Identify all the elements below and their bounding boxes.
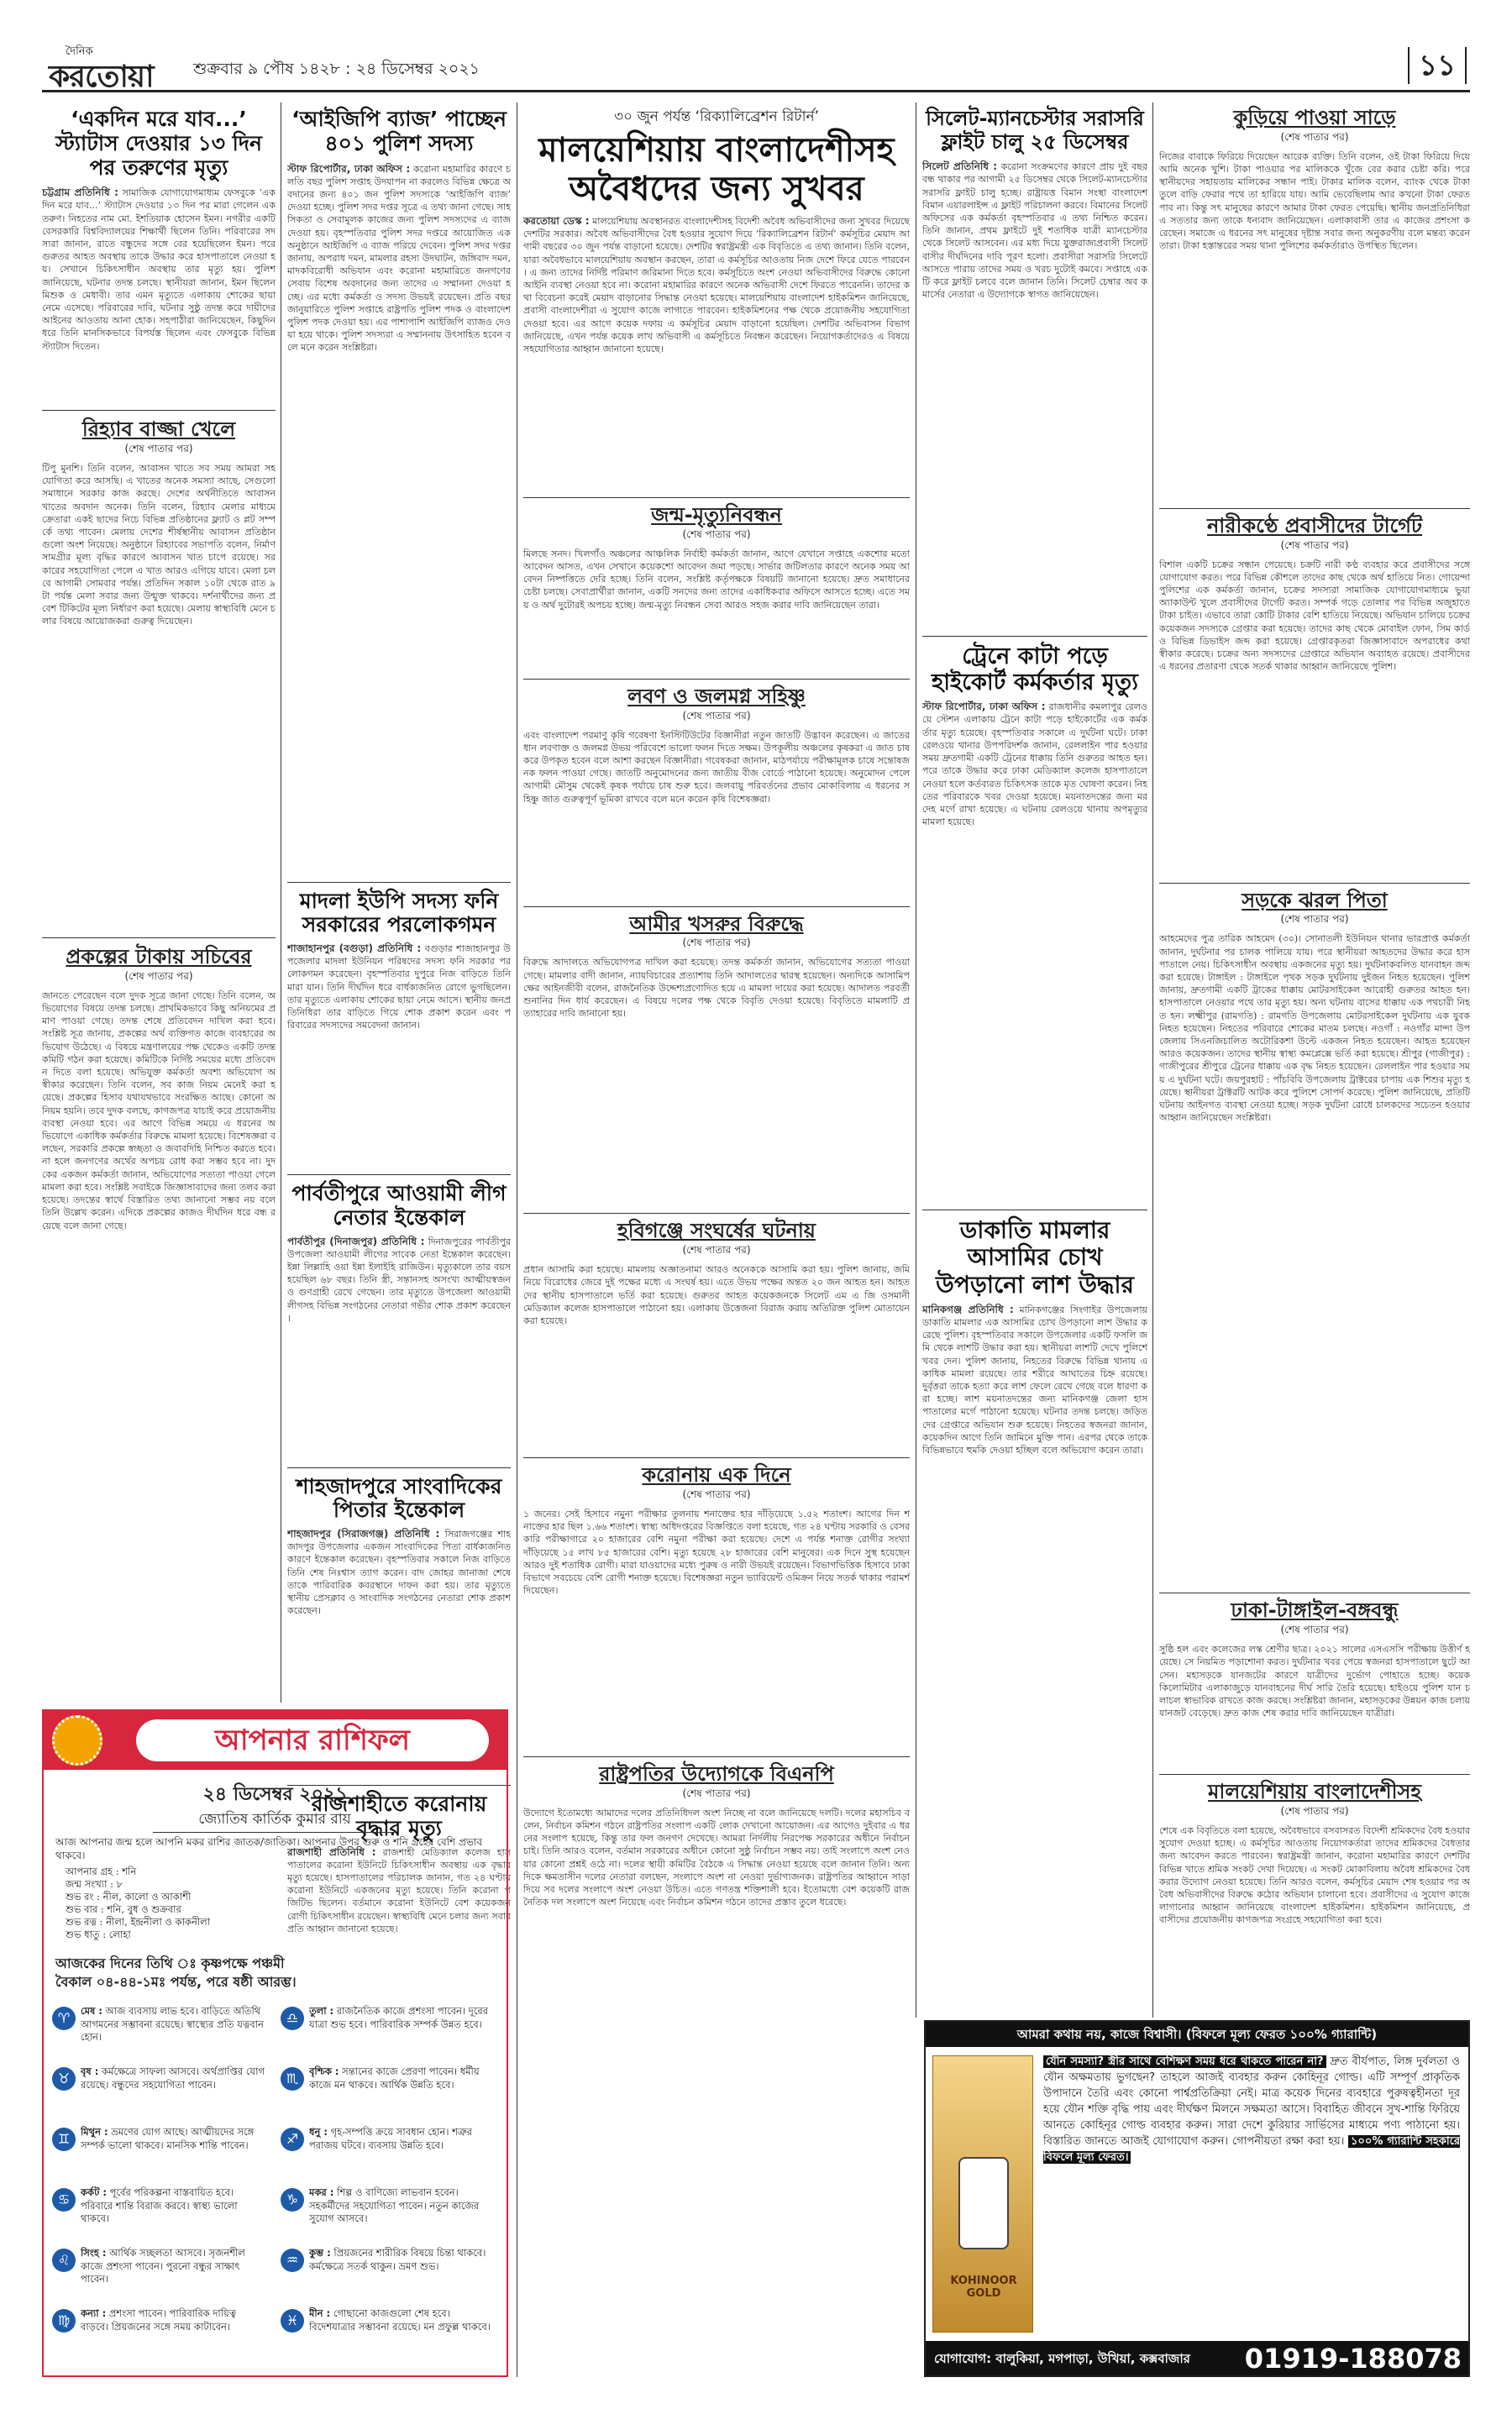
article-headline: শাহজাদপুরে সাংবাদিকের পিতার ইন্তেকাল bbox=[296, 1473, 502, 1523]
article-text: করোনা মহামারির কারণে চলতি বছর পুলিশ সপ্তাহ উদযাপন না করলেও বিভিন্ন ক্ষেত্রে অবদানের জন্য ৪০১ জন পুলিশ সদস্যকে ‘আইজিপি ব্যাজ’ দেওয়া হচ্ছে। পুলিশ সদর দপ্তর সূত্রে এ তথ্য জানা গেছে। সাহসিকতা ও সেবামূলক কাজের জন্য পুলিশ সদস্যদের এ ব্যাজ দেওয়া হয়। বৃহস্পতিবার পুলিশ সদর দপ্তরে আয়োজিত এক অনুষ্ঠানে আইজিপি এ ব্যাজ পরিয়ে দেবেন। পুলিশ সদর দপ্তর জানায়, অপরাধ দমন, মামলার রহস্য উদঘাটন, জঙ্গিবাদ দমন, মাদকবিরোধী অভিযান এবং করোনা মহামারিতে জনগণের সেবায় বিশেষ অবদানের জন্য তাদের এ সম্মাননা দেওয়া হচ্ছে। এর মধ্যে কর্মকর্তা ও সদস্য উভয়ই রয়েছেন। প্রতি বছর জানুয়ারিতে পুলিশ সপ্তাহে রাষ্ট্রপতি পুলিশ পদক ও বাংলাদেশ পুলিশ পদক দেওয়া হয়। এর পাশাপাশি আইজিপি ব্যাজও দেওয়া হয়ে থাকে। পুলিশ সদস্যরা এ সম্মাননায় উৎসাহিত হবেন বলে মনে করেন সংশ্লিষ্টরা। bbox=[287, 163, 511, 354]
separator bbox=[523, 1756, 910, 1757]
article-headline: জন্ম-মৃত্যুনিবন্ধন bbox=[651, 503, 782, 527]
separator bbox=[42, 937, 276, 938]
column-divider bbox=[1152, 102, 1153, 2018]
ad-guarantee: ১০০% গ্যারান্টি সহকারে বিফলে মূল্য ফেরত। bbox=[1043, 2135, 1460, 2164]
sign-text: গোছানো কাজগুলো শেষ হবে। বিদেশযাত্রার সম্ভাবনা রয়েছে। মন প্রফুল্ল থাকবে। bbox=[309, 2307, 491, 2333]
article-headline: সড়কে ঝরল পিতা bbox=[1242, 888, 1388, 912]
attribute-row: শুভ বার : শনি, বুধ ও শুক্রবার bbox=[66, 1903, 181, 1915]
article-text: বিরুদ্ধে আদালতে অভিযোগপত্র দাখিল করা হয়েছে। তদন্ত কর্মকর্তা জানান, অভিযোগের সত্যতা পাওয়া গেছে। মামলার বাদী জানান, ন্যায়বিচারের প্রত্যাশায় তিনি আদালতের দ্বারস্থ হয়েছেন। অন্যদিকে আসামিপক্ষের আইনজীবী বলেন, রাজনৈতিক উদ্দেশ্যপ্রণোদিত হয়ে এ মামলা দায়ের করা হয়েছে। আদালত পরবর্তী শুনানির দিন ধার্য করেছেন। এ বিষয়ে দলের পক্ষ থেকে বিবৃতি দেওয়া হয়েছে। বিবৃতিতে মামলাটি প্রত্যাহারের দাবি জানানো হয়। bbox=[523, 957, 910, 1020]
sign-name: মীন : bbox=[309, 2307, 331, 2319]
sign-name: কর্কট : bbox=[81, 2186, 107, 2198]
article-headline: রিহ্যাব বাজ্জা খেলে bbox=[81, 417, 236, 442]
separator bbox=[523, 1457, 910, 1458]
sign-entry bbox=[281, 2065, 499, 2129]
lead-kicker: ৩০ জুন পর্যন্ত ‘রিক্যালিব্রেশন রিটার্ন’ bbox=[613, 108, 820, 125]
continued-label: (শেষ পাতার পর) bbox=[682, 1488, 751, 1500]
gemini-icon: ♊ bbox=[52, 2128, 76, 2151]
sign-entry bbox=[52, 2307, 270, 2371]
article-headline: ডাকাতি মামলার আসামির চোখ উপড়ানো লাশ উদ্ধার bbox=[936, 1216, 1134, 1299]
taurus-icon: ♉ bbox=[52, 2067, 76, 2091]
scorpio-icon: ♏ bbox=[281, 2067, 304, 2091]
sign-entry bbox=[52, 2126, 270, 2190]
article-headline: আমীর খসরুর বিরুদ্ধে bbox=[629, 911, 804, 936]
leo-icon: ♌ bbox=[52, 2249, 76, 2272]
separator bbox=[1159, 508, 1470, 509]
separator bbox=[523, 679, 910, 680]
tithi-info bbox=[55, 1955, 492, 1992]
article-headline: নারীকণ্ঠে প্রবাসীদের টার্গেট bbox=[1206, 513, 1423, 538]
article-text: প্রধান আসামি করা হয়েছে। মামলায় অজ্ঞাতনামা আরও অনেককে আসামি করা হয়। পুলিশ জানায়, জমি নিয়ে বিরোধের জেরে দুই পক্ষের মধ্যে এ সংঘর্ষ হয়। এতে উভয় পক্ষের অন্তত ২০ জন আহত হন। আহতদের স্থানীয় হাসপাতালে ভর্তি করা হয়েছে। গুরুতর আহত কয়েকজনকে সিলেট এম এ জি ওসমানী মেডিক্যাল কলেজ হাসপাতালে পাঠানো হয়। এলাকায় উত্তেজনা বিরাজ করায় অতিরিক্ত পুলিশ মোতায়েন করা হয়েছে। bbox=[523, 1264, 910, 1326]
article-headline: ট্রেনে কাটা পড়ে হাইকোর্ট কর্মকর্তার মৃত্যু bbox=[932, 643, 1138, 696]
article-text: মিলছে সনদ। খিলগাঁও অঞ্চলের আঞ্চলিক নির্বাহী কর্মকর্তা জানান, আগে যেখানে সপ্তাহে একশোর মতো আবেদন আসত, এখন সেখানে কয়েকশো আবেদন জমা পড়ছে। সার্ভার জটিলতার কারণে অনেক সময় আবেদন নিষ্পত্তিতে দেরি হচ্ছে। তিনি বলেন, সংশ্লিষ্ট কর্তৃপক্ষকে বিষয়টি জানানো হয়েছে। দ্রুত সমাধানের চেষ্টা চলছে। সেবাপ্রার্থীরা জানান, একটি সনদের জন্য তাদের একাধিকবার অফিসে আসতে হচ্ছে। এতে সময় ও অর্থ দুটোরই অপচয় হচ্ছে। জন্ম-মৃত্যু নিবন্ধন সেবা আরও সহজ করার দাবি জানিয়েছেন তারা। bbox=[523, 548, 910, 611]
article-text: বিশাল একটি চক্রের সন্ধান পেয়েছে। চক্রটি নারী কণ্ঠ ব্যবহার করে প্রবাসীদের সঙ্গে যোগাযোগ করত। পরে বিভিন্ন কৌশলে তাদের কাছ থেকে অর্থ হাতিয়ে নিত। গোয়েন্দা পুলিশের এক কর্মকর্তা জানান, চক্রের সদস্যরা সামাজিক যোগাযোগমাধ্যমে ভুয়া অ্যাকাউন্ট খুলে প্রবাসীদের টার্গেট করত। সম্পর্ক গড়ে তোলার পর বিভিন্ন অজুহাতে টাকা চাইত। এভাবে তারা কোটি টাকার বেশি হাতিয়ে নিয়েছে। অভিযান চালিয়ে চক্রের কয়েকজন সদস্যকে গ্রেপ্তার করা হয়েছে। তাদের কাছ থেকে মোবাইল ফোন, সিম কার্ড ও বিভিন্ন ডিভাইস জব্দ করা হয়েছে। গ্রেপ্তারকৃতরা জিজ্ঞাসাবাদে অপরাধের কথা স্বীকার করেছে। চক্রের অন্য সদস্যদের গ্রেপ্তারে অভিযান অব্যাহত রয়েছে। প্রবাসীদের এ ধরনের প্রতারণা থেকে সতর্ক থাকার আহ্বান জানিয়েছে পুলিশ। bbox=[1159, 559, 1470, 673]
horoscope-box bbox=[42, 1709, 508, 2377]
article-text: দিনাজপুরের পার্বতীপুর উপজেলা আওয়ামী লীগের সাবেক নেতা ইন্তেকাল করেছেন। ইন্না লিল্লাহি ওয়া ইন্না ইলাইহি রাজিউন। মৃত্যুকালে তার বয়স হয়েছিল ৬৮ বছর। তিনি স্ত্রী, সন্তানসহ অসংখ্য আত্মীয়স্বজন ও গুণগ্রাহী রেখে গেছেন। তার মৃত্যুতে উপজেলা আওয়ামী লীগসহ বিভিন্ন সংগঠনের নেতারা গভীর শোক প্রকাশ করেছেন। bbox=[287, 1236, 511, 1324]
sign-entry bbox=[281, 2186, 499, 2250]
article-byline: শাজাহানপুর (বগুড়া) প্রতিনিধি : bbox=[287, 942, 422, 954]
sign-name: মকর : bbox=[309, 2186, 334, 2198]
sign-entry bbox=[281, 2247, 499, 2311]
aries-icon: ♈ bbox=[52, 2007, 76, 2030]
product-image bbox=[932, 2055, 1033, 2333]
article-headline: সিলেট-ম্যানচেস্টার সরাসরি ফ্লাইট চালু ২৫ ডিসেম্বর bbox=[926, 107, 1144, 154]
sign-entry bbox=[52, 2065, 270, 2129]
article-byline: চট্টগ্রাম প্রতিনিধি : bbox=[42, 186, 118, 199]
continued-label: (শেষ পাতার পর) bbox=[1280, 1624, 1349, 1636]
sign-text: শিল্প ও বাণিজ্যে লাভবান হবেন। সহকর্মীদের সহযোগিতা পাবেন। নতুন কাজের সুযোগ আসবে। bbox=[309, 2186, 480, 2224]
article-body bbox=[287, 942, 511, 1169]
article-text: রাজধানীর কমলাপুর রেলওয়ে স্টেশন এলাকায় ট্রেনে কাটা পড়ে হাইকোর্টের এক কর্মকর্তার মৃত্যু হয়েছে। বৃহস্পতিবার সকালে এ দুর্ঘটনা ঘটে। ঢাকা রেলওয়ে থানার উপপরিদর্শক জানান, রেললাইন পার হওয়ার সময় দ্রুতগামী একটি ট্রেনের ধাক্কায় তিনি গুরুতর আহত হন। পরে তাকে উদ্ধার করে ঢাকা মেডিক্যাল কলেজ হাসপাতালে নেওয়া হলে কর্তব্যরত চিকিৎসক তাকে মৃত ঘোষণা করেন। নিহতের পরিবারকে খবর দেওয়া হয়েছে। ময়নাতদন্তের জন্য মরদেহ মর্গে রাখা হয়েছে। এ ঘটনায় রেলওয়ে থানায় অপমৃত্যুর মামলা হয়েছে। bbox=[922, 701, 1147, 828]
article-text: সিরাজগঞ্জের শাহজাদপুর উপজেলার একজন সাংবাদিকের পিতা বার্ধক্যজনিত কারণে ইন্তেকাল করেছেন। বৃহস্পতিবার সকালে নিজ বাড়িতে তিনি শেষ নিঃশ্বাস ত্যাগ করেন। বাদ জোহর জানাজা শেষে তাকে পারিবারিক কবরস্থানে দাফন করা হয়। তার মৃত্যুতে স্থানীয় প্রেসক্লাব ও সাংবাদিক সংগঠনের নেতারা শোক প্রকাশ করেছেন। bbox=[287, 1529, 511, 1617]
sign-text: কর্মক্ষেত্রে সাফল্য আসবে। অর্থপ্রাপ্তির যোগ রয়েছে। বন্ধুদের সহযোগিতা পাবেন। bbox=[81, 2065, 265, 2091]
pisces-icon: ♓ bbox=[281, 2309, 304, 2333]
article-body bbox=[922, 701, 1147, 1205]
column-5 bbox=[1159, 106, 1470, 2013]
continued-label: (শেষ পাতার পর) bbox=[682, 1244, 751, 1257]
continued-label: (শেষ পাতার পর) bbox=[682, 1787, 751, 1799]
article-text: নিজের বাবাকে ফিরিয়ে দিয়েছেন আরেক ব্যক্তি। তিনি বলেন, ওই টাকা ফিরিয়ে দিয়ে আমি অনেক খুশি। টাকা পাওয়ার পর মালিককে খুঁজে বের করার চেষ্টা করি। পরে স্থানীয়দের সহায়তায় মালিকের সন্ধান পাই। টাকার মালিক বলেন, ব্যাংক থেকে টাকা তুলে বাড়ি ফেরার পথে তা হারিয়ে যায়। আমি ভেবেছিলাম আর কখনো টাকা ফেরত পাব না। কিন্তু সৎ মানুষের কারণে আমার টাকা ফেরত পেয়েছি। স্থানীয় জনপ্রতিনিধিরা এ সততার জন্য তাকে ধন্যবাদ জানিয়েছেন। এলাকাবাসী তার এ কাজের প্রশংসা করেছেন। সমাজে এ ধরনের সৎ মানুষের দৃষ্টান্ত সবার জন্য অনুকরণীয় বলে মন্তব্য করেন তারা। টাকা হস্তান্তরের সময় থানা পুলিশের কর্মকর্তারাও উপস্থিত ছিলেন। bbox=[1159, 150, 1470, 252]
lead-headline: মালয়েশিয়ায় বাংলাদেশীসহ অবৈধদের জন্য সুখবর bbox=[538, 131, 895, 208]
article-byline: স্টাফ রিপোর্টার, ঢাকা অফিস : bbox=[287, 162, 411, 175]
advertisement bbox=[924, 2020, 1470, 2377]
article-body bbox=[922, 160, 1147, 631]
article-text: ১ জনের। সেই হিসাবে নমুনা পরীক্ষার তুলনায় শনাক্তের হার দাঁড়িয়েছে ১.৫২ শতাংশ। আগের দিন শনাক্তের হার ছিল ১.৬৬ শতাংশ। স্বাস্থ্য অধিদপ্তরের বিজ্ঞপ্তিতে বলা হয়েছে, গত ২৪ ঘণ্টায় সরকারি ও বেসরকারি পরীক্ষাগারে ২০ হাজারের বেশি নমুনা পরীক্ষা করা হয়েছে। দেশে এ পর্যন্ত শনাক্ত রোগীর সংখ্যা দাঁড়িয়েছে ১৫ লাখ ৮৫ হাজারের বেশি। মৃত্যু হয়েছে ২৮ হাজারের বেশি মানুষের। এক দিনে সুস্থ হয়েছেন আরও দুই শতাধিক রোগী। মারা যাওয়াদের মধ্যে পুরুষ ও নারী উভয়ই রয়েছেন। বিভাগভিত্তিক হিসাবে ঢাকা বিভাগে সবচেয়ে বেশি রোগী শনাক্ত হয়েছে। বিশেষজ্ঞরা নতুন ভ্যারিয়েন্ট ওমিক্রন নিয়ে সতর্ক থাকার পরামর্শ দিয়েছেন। bbox=[523, 1508, 910, 1597]
center-column bbox=[523, 106, 910, 2374]
article-byline: করতোয়া ডেস্ক : bbox=[523, 215, 590, 227]
sign-text: গৃহ-সম্পত্তি ক্রয়ে সাবধান হোন। শত্রুর পরাজয় ঘটবে। ব্যবসায় উন্নতি হবে। bbox=[309, 2126, 473, 2151]
ad-phone[interactable]: 01919-188078 bbox=[1244, 2343, 1462, 2375]
article-body bbox=[922, 1304, 1147, 1925]
continued-label: (শেষ পাতার পর) bbox=[682, 709, 751, 722]
sign-text: পূর্বের পরিকল্পনা বাস্তবায়িত হবে। পরিবারে শান্তি বিরাজ করবে। স্বাস্থ্য ভালো থাকবে। bbox=[81, 2186, 238, 2224]
horoscope-author: জ্যোতিষ কার্তিক কুমার রায় bbox=[153, 1808, 396, 1833]
bottle-icon bbox=[958, 2157, 1009, 2249]
sign-entry bbox=[281, 2005, 499, 2069]
article-body bbox=[42, 186, 276, 405]
sagittarius-icon: ♐ bbox=[281, 2128, 304, 2151]
aquarius-icon: ♒ bbox=[281, 2249, 304, 2272]
ad-copy bbox=[1043, 2054, 1460, 2339]
article-byline: পার্বতীপুর (দিনাজপুর) প্রতিনিধি : bbox=[287, 1235, 425, 1247]
tithi-line: আজকের দিনের তিথি ঃ কৃষ্ণপক্ষে পঞ্চমী bbox=[55, 1955, 285, 1971]
article-headline: মাদলা ইউপি সদস্য ফনি সরকারের পরলোকগমন bbox=[299, 888, 499, 937]
attribute-row: শুভ ধাতু : লোহা bbox=[66, 1929, 131, 1940]
article-text: মানিকগঞ্জের সিংগাইর উপজেলায় ডাকাতি মামলার এক আসামির চোখ উপড়ানো লাশ উদ্ধার করেছে পুলিশ। বৃহস্পতিবার সকালে উপজেলার একটি ফসলি জমি থেকে লাশটি উদ্ধার করা হয়। স্থানীয়রা লাশটি দেখে পুলিশে খবর দেন। পুলিশ জানায়, নিহতের বিরুদ্ধে বিভিন্ন থানায় একাধিক মামলা রয়েছে। তার শরীরে আঘাতের চিহ্ন রয়েছে। দুর্বৃত্তরা তাকে হত্যা করে লাশ ফেলে রেখে গেছে বলে ধারণা করা হচ্ছে। লাশ ময়নাতদন্তের জন্য মানিকগঞ্জ জেলা হাসপাতালের মর্গে পাঠানো হয়েছে। ঘটনার তদন্ত চলছে। জড়িতদের গ্রেপ্তারে অভিযান শুরু হয়েছে। নিহতের স্বজনরা জানান, কয়েকদিন আগে তিনি জামিনে মুক্তি পান। এরপর থেকে তাকে বিভিন্নভাবে হুমকি দেওয়া হচ্ছিল বলে অভিযোগ করেন তারা। bbox=[922, 1304, 1147, 1456]
separator bbox=[287, 1174, 511, 1175]
sign-text: ভ্রমণের যোগ আছে। আত্মীয়দের সঙ্গে সম্পর্ক ভালো থাকবে। মানসিক শান্তি পাবেন। bbox=[81, 2126, 255, 2151]
article-text: রাজশাহী মেডিক্যাল কলেজ হাসপাতালের করোনা ইউনিটে চিকিৎসাধীন অবস্থায় এক বৃদ্ধার মৃত্যু হয়েছে। হাসপাতালের পরিচালক জানান, গত ২৪ ঘণ্টায় করোনা ইউনিটে একজনের মৃত্যু হয়েছে। তিনি করোনা পজিটিভ ছিলেন। বর্তমানে করোনা ইউনিটে বেশ কয়েকজন রোগী চিকিৎসাধীন রয়েছেন। স্বাস্থ্যবিধি মেনে চলার জন্য সবার প্রতি আহ্বান জানানো হয়েছে। bbox=[287, 1846, 511, 1934]
separator bbox=[42, 410, 276, 411]
article-text: টিপু মুনশি। তিনি বলেন, আবাসন খাতে সব সময় আমরা সহযোগিতা করে আসছি। এ খাতের অনেক সমস্যা আছে, সেগুলো সমাধানে সরকার কাজ করছে। দেশের অর্থনীতিতে আবাসন খাতের অবদান অনেক। তিনি বলেন, রিহ্যাব মেলার মাধ্যমে ক্রেতারা একই ছাদের নিচে বিভিন্ন প্রতিষ্ঠানের ফ্ল্যাট ও প্লট সম্পর্কে তথ্য পাবেন। মেলায় দেশের শীর্ষস্থানীয় আবাসন প্রতিষ্ঠানগুলো অংশ নিয়েছে। অনুষ্ঠানে রিহ্যাবের সভাপতি বলেন, নির্মাণসামগ্রীর মূল্য বৃদ্ধির কারণে আবাসন খাত চাপে রয়েছে। সরকারের সহযোগিতা পেলে এ খাত আরও এগিয়ে যাবে। মেলা চলবে আগামী সোমবার পর্যন্ত। প্রতিদিন সকাল ১০টা থেকে রাত ৯টা পর্যন্ত মেলা সবার জন্য উন্মুক্ত থাকবে। দর্শনার্থীদের জন্য প্রবেশ টিকিটের মূল্য নির্ধারণ করা হয়েছে। মেলায় স্বাস্থ্যবিধি মেনে চলার বিষয়ে আয়োজকরা গুরুত্ব দিয়েছেন। bbox=[42, 463, 276, 627]
attribute-row: শুভ রং : নীল, কালো ও আকাশী bbox=[66, 1891, 192, 1903]
continued-label: (শেষ পাতার পর) bbox=[1280, 1804, 1349, 1817]
article-headline: লবণ ও জলমগ্ন সহিষ্ণু bbox=[627, 684, 806, 708]
ad-body: দ্রুত বীর্যপাত, লিঙ্গ দুর্বলতা ও যৌন অক্ষমতায় ভুগছেন? তাহলে আজই ব্যবহার করুন কোহিনূর গোল্ড। এটি সম্পূর্ণ প্রাকৃতিক উপাদানে তৈরি এবং কোনো পার্শ্বপ্রতিক্রিয়া নেই। মাত্র কয়েক দিনের ব্যবহারে পুরুষত্বহীনতা দূর হয়ে যৌন শক্তি বৃদ্ধি পায় এবং দীর্ঘক্ষণ মিলনে সক্ষমতা আসে। বিবাহিত জীবনে সুখ-শান্তি ফিরিয়ে আনতে কোহিনূর গোল্ড ব্যবহার করুন। সারা দেশে কুরিয়ার সার্ভিসের মাধ্যমে পণ্য পাঠানো হয়। বিস্তারিত জানতে আজই যোগাযোগ করুন। গোপনীয়তা রক্ষা করা হয়। bbox=[1043, 2055, 1460, 2148]
sign-entry bbox=[52, 2186, 270, 2250]
separator bbox=[523, 497, 910, 498]
continued-label: (শেষ পাতার পর) bbox=[682, 937, 751, 949]
article-body bbox=[287, 163, 511, 877]
sign-name: কুম্ভ : bbox=[309, 2247, 331, 2259]
product-name: KOHINOOR GOLD bbox=[950, 2275, 1017, 2300]
sign-name: মিথুন : bbox=[81, 2126, 108, 2138]
article-byline: স্টাফ রিপোর্টার, ঢাকা অফিস : bbox=[922, 701, 1046, 713]
continued-label: (শেষ পাতার পর) bbox=[124, 443, 193, 455]
sign-text: প্রিয়জনের শারীরিক বিষয়ে চিন্তা থাকবে। কর্মক্ষেত্রে সতর্ক থাকুন। ভ্রমণ শুভ। bbox=[309, 2247, 486, 2272]
masthead bbox=[42, 42, 1470, 92]
paper-logo bbox=[49, 44, 158, 94]
attribute-row: শুভ রত্ন : নীলা, ইন্দ্রনীলা ও কাকনীলা bbox=[66, 1916, 211, 1928]
paper-logo-name: করতোয়া bbox=[49, 60, 154, 94]
article-text: এবং বাংলাদেশ পরমাণু কৃষি গবেষণা ইনস্টিটিউটের বিজ্ঞানীরা নতুন জাতটি উদ্ভাবন করেছেন। এ জাতের ধান লবণাক্ত ও জলমগ্ন উভয় পরিবেশে ভালো ফলন দিতে সক্ষম। উপকূলীয় অঞ্চলের কৃষকরা এ জাত চাষ করে উপকৃত হবেন বলে আশা করছেন বিজ্ঞানীরা। গবেষকরা জানান, মাঠপর্যায়ে পরীক্ষামূলক চাষে সন্তোষজনক ফলন পাওয়া গেছে। জাতটি অনুমোদনের জন্য জাতীয় বীজ বোর্ডে পাঠানো হয়েছে। অনুমোদন পেলে আগামী মৌসুম থেকেই কৃষক পর্যায়ে চাষ শুরু হবে। জলবায়ু পরিবর্তনের প্রভাব মোকাবিলায় এ ধরনের সহিষ্ণু জাত গুরুত্বপূর্ণ ভূমিকা রাখবে বলে মনে করেন কৃষি বিশেষজ্ঞরা। bbox=[523, 729, 910, 805]
sign-text: প্রশংসা পাবেন। পারিবারিক দায়িত্ব বাড়বে। প্রিয়জনের সঙ্গে সময় কাটাবেন। bbox=[81, 2307, 236, 2333]
article-headline: রাষ্ট্রপতির উদ্যোগকে বিএনপি bbox=[599, 1761, 834, 1786]
newspaper-page bbox=[42, 42, 1470, 2377]
article-text: করোনা সংক্রমণের কারণে প্রায় দুই বছর বন্ধ থাকার পর আগামী ২৫ ডিসেম্বর থেকে সিলেট-ম্যানচেস্টার সরাসরি ফ্লাইট চালু হচ্ছে। রাষ্ট্রায়ত্ত বিমান সংস্থা বাংলাদেশ বিমান এয়ারলাইন্স এ ফ্লাইট পরিচালনা করবে। বিমানের সিলেট অফিসের এক কর্মকর্তা বৃহস্পতিবার এ তথ্য নিশ্চিত করেন। তিনি জানান, প্রথম ফ্লাইটে দুই শতাধিক যাত্রী ম্যানচেস্টার থেকে সিলেট আসবেন। এর মধ্য দিয়ে যুক্তরাজ্যপ্রবাসী সিলেটবাসীর দীর্ঘদিনের দাবি পূরণ হলো। প্রবাসীরা সরাসরি সিলেটে আসতে পারায় তাদের সময় ও খরচ দুটোই কমবে। সপ্তাহে একটি করে ফ্লাইট চলবে বলে জানান তিনি। সিলেট চেম্বার অব কমার্সের নেতারা এ উদ্যোগকে স্বাগত জানিয়েছেন। bbox=[922, 161, 1147, 301]
capricorn-icon: ♑ bbox=[281, 2188, 304, 2212]
separator bbox=[287, 1467, 511, 1468]
lead-body bbox=[523, 215, 910, 492]
continued-label: (শেষ পাতার পর) bbox=[1280, 538, 1349, 551]
cancer-icon: ♋ bbox=[52, 2188, 76, 2212]
horoscope-intro: আজ আপনার জন্ম হলে আপনি মকর রাশির জাতক/জাতিকা। আপনার উপর গুরু ও শনি গ্রহের বেশি প্রভাব থাকবে। bbox=[55, 1836, 483, 1861]
sign-name: ধনু : bbox=[309, 2126, 328, 2138]
continued-label: (শেষ পাতার পর) bbox=[1280, 913, 1349, 926]
article-headline: করোনায় এক দিনে bbox=[642, 1463, 791, 1488]
article-headline: হবিগঞ্জে সংঘর্ষের ঘটনায় bbox=[617, 1219, 816, 1243]
page-number: ১১ bbox=[1408, 47, 1467, 84]
article-text: উদ্যোগে ইতোমধ্যে আমাদের দলের প্রতিনিধিদল অংশ নিচ্ছে না বলে জানিয়েছে দলটি। দলের মহাসচিব বলেন, নির্বাচন কমিশন গঠনে রাষ্ট্রপতির সংলাপ একটি লোক দেখানো আয়োজন। এর আগেও দুইবার এ ধরনের সংলাপ হয়েছে, কিন্তু তার ফল জনগণ দেখেছে। আমরা নির্দলীয় নিরপেক্ষ সরকারের অধীনে নির্বাচন চাই। তিনি আরও বলেন, বর্তমান সরকারের অধীনে কোনো সুষ্ঠু নির্বাচন সম্ভব নয়। তাই সংলাপে অংশ নেওয়ার কোনো প্রশ্নই ওঠে না। দলের স্থায়ী কমিটির বৈঠকে এ সিদ্ধান্ত নেওয়া হয়েছে বলে জানান তিনি। অন্যদিকে ক্ষমতাসীন দলের নেতারা বলছেন, সংলাপে অংশ না নেওয়া দুর্ভাগ্যজনক। রাষ্ট্রপতির আহ্বানে সাড়া দিয়ে সব দলের সংলাপে অংশ নেওয়া উচিত। এতে গণতন্ত্র শক্তিশালী হবে। ইতোমধ্যে বেশ কয়েকটি রাজনৈতিক দল সংলাপে অংশ নিয়েছে এবং নির্বাচন কমিশন গঠনে তাদের প্রস্তাব তুলে ধরেছে। bbox=[523, 1807, 910, 1908]
continued-label: (শেষ পাতার পর) bbox=[1280, 130, 1349, 143]
article-headline: প্রকল্পের টাকায় সচিবের bbox=[66, 945, 252, 969]
article-byline: সিলেট প্রতিনিধি : bbox=[922, 160, 998, 173]
article-body bbox=[287, 1236, 511, 1462]
article-byline: শাহজাদপুর (সিরাজগঞ্জ) প্রতিনিধি : bbox=[287, 1528, 440, 1540]
ad-contact-bar bbox=[926, 2341, 1468, 2375]
article-text: আহমেদের পুত্র তারিক আহমেদ (৩০)। সোনাতলী ইউনিয়ন থানার ভারপ্রাপ্ত কর্মকর্তা জানান, দুর্ঘটনার পর চালক পালিয়ে যায়। পরে স্থানীয়রা আহতদের উদ্ধার করে হাসপাতালে নেয়। চিকিৎসাধীন অবস্থায় একজনের মৃত্যু হয়। দুর্ঘটনাকবলিত যানবাহন জব্দ করা হয়েছে। টাঙ্গাইল : টাঙ্গাইলে পৃথক সড়ক দুর্ঘটনায় দুইজন নিহত হয়েছেন। পুলিশ জানায়, দ্রুতগামী একটি ট্রাকের ধাক্কায় মোটরসাইকেল আরোহী গুরুতর আহত হন। হাসপাতালে নেওয়ার পথে তার মৃত্যু হয়। অন্য ঘটনায় বাসের ধাক্কায় এক পথচারী নিহত হন। লক্ষ্মীপুর (রামগতি) : রামগতি উপজেলায় মোটরসাইকেল দুর্ঘটনায় এক যুবক নিহত হয়েছেন। নিহতের পরিবারে শোকের মাতম চলছে। নওগাঁ : নওগাঁর মান্দা উপজেলায় সিএনজিচালিত অটোরিকশা উল্টে একজন নিহত হয়েছেন। আহত হয়েছেন আরও কয়েকজন। তাদের স্থানীয় স্বাস্থ্য কমপ্লেক্সে ভর্তি করা হয়েছে। শ্রীপুর (গাজীপুর) : গাজীপুরের শ্রীপুরে ট্রেনের ধাক্কায় এক বৃদ্ধ নিহত হয়েছেন। রেললাইন পার হওয়ার সময় এ দুর্ঘটনা ঘটে। জয়পুরহাট : পাঁচবিবি উপজেলায় ট্রাক্টরের চাপায় এক শিশুর মৃত্যু হয়েছে। স্থানীয়রা ট্রাক্টরটি আটক করে পুলিশে সোপর্দ করেছে। পুলিশ জানিয়েছে, প্রতিটি ঘটনায় আইনগত ব্যবস্থা নেওয়া হচ্ছে। সড়ক দুর্ঘটনা রোধে চালকদের সচেতন হওয়ার আহ্বান জানিয়েছেন সংশ্লিষ্টরা। bbox=[1159, 933, 1470, 1124]
sign-entry bbox=[52, 2005, 270, 2069]
sign-name: সিংহ : bbox=[81, 2247, 107, 2259]
separator bbox=[1159, 1774, 1470, 1775]
article-headline: মালয়েশিয়ায় বাংলাদেশীসহ bbox=[1208, 1780, 1421, 1804]
sign-name: কন্যা : bbox=[81, 2307, 107, 2319]
tithi-line: বৈকাল ০৪-৪৪-১মঃ পর্যন্ত, পরে ষষ্ঠী আরম্ভ। bbox=[55, 1974, 297, 1990]
libra-icon: ♎ bbox=[281, 2007, 304, 2030]
sign-text: রাজনৈতিক কাজে প্রশংসা পাবেন। দূরের যাত্রা শুভ হবে। পারিবারিক সম্পর্ক উন্নত হবে। bbox=[309, 2005, 489, 2030]
sign-name: বৃশ্চিক : bbox=[309, 2065, 339, 2077]
sign-name: বৃষ : bbox=[81, 2065, 99, 2077]
article-text: বগুড়ার শাজাহানপুর উপজেলার মাদলা ইউনিয়ন পরিষদের সদস্য ফনি সরকার পরলোকগমন করেছেন। বৃহস্পতিবার দুপুরে নিজ বাড়িতে তিনি মারা যান। তিনি দীর্ঘদিন ধরে বার্ধক্যজনিত রোগে ভুগছিলেন। তার মৃত্যুতে এলাকায় শোকের ছায়া নেমে আসে। স্থানীয় জনপ্রতিনিধিরা তার বাড়িতে গিয়ে শোক প্রকাশ করেন এবং পরিবারের সদস্যদের সমবেদনা জানান। bbox=[287, 943, 511, 1031]
paper-logo-small: দৈনিক bbox=[66, 45, 93, 58]
sign-text: আজ ব্যবসায় লাভ হবে। বাড়িতে অতিথি আগমনের সম্ভাবনা রয়েছে। স্বাস্থ্যের প্রতি যত্নবান হোন। bbox=[81, 2005, 264, 2043]
zodiac-wheel-icon bbox=[52, 1715, 102, 1766]
separator bbox=[523, 1213, 910, 1214]
article-headline: কুড়িয়ে পাওয়া সাড়ে bbox=[1233, 106, 1396, 129]
continued-label: (শেষ পাতার পর) bbox=[682, 527, 751, 540]
horoscope-title: আপনার রাশিফল bbox=[136, 1719, 489, 1761]
ad-banner-text: আমরা কথায় নয়, কাজে বিশ্বাসী। (বিফলে মূল্য ফেরত ১০০% গ্যারান্টি) bbox=[926, 2022, 1468, 2047]
horoscope-attributes bbox=[66, 1866, 402, 1941]
issue-date: শুক্রবার ৯ পৌষ ১৪২৮ : ২৪ ডিসেম্বর ২০২১ bbox=[193, 60, 480, 78]
attribute-row: জন্ম সংখ্যা : ৮ bbox=[66, 1878, 123, 1890]
article-text: সামাজিক যোগাযোগমাধ্যম ফেসবুকে ‘একদিন মরে যাব...’ স্ট্যাটাস দেওয়ার ১৩ দিন পর মারা গেলেন এক তরুণ। নিহতের নাম মো. ইশতিয়াক হোসেন ইমন। নগরীর একটি বেসরকারি বিশ্ববিদ্যালয়ের শিক্ষার্থী ছিলেন তিনি। পরিবারের সদস্যরা জানান, রাতে বন্ধুদের সঙ্গে বের হয়েছিলেন ইমন। পরে গুরুতর আহত অবস্থায় তাকে উদ্ধার করে হাসপাতালে নেওয়া হয়। সেখানে চিকিৎসাধীন অবস্থায় তার মৃত্যু হয়। পুলিশ জানিয়েছে, ঘটনার তদন্ত চলছে। স্থানীয়রা জানান, ইমন ছিলেন মিশুক ও মেধাবী। তার এমন মৃত্যুতে এলাকায় শোকের ছায়া নেমে এসেছে। পরিবারের দাবি, ঘটনার সুষ্ঠু তদন্ত করে দায়ীদের আইনের আওতায় আনা হোক। সহপাঠীরা জানিয়েছেন, কিছুদিন ধরে তিনি মানসিকভাবে বিপর্যস্ত ছিলেন এবং ফেসবুকে বিভিন্ন স্ট্যাটাস দিতেন। bbox=[42, 187, 276, 352]
article-text: সুষ্ঠি হল এবং কলেজের লস্ক শ্রেণীর ছাত্র। ২০২১ সালের এসএসসি পরীক্ষায় উত্তীর্ণ হয়েছে। সে নিয়মিত পড়াশোনা করত। দুর্ঘটনার খবর পেয়ে স্বজনরা হাসপাতালে ছুটে আসেন। মহাসড়কে যানজটের কারণে যাত্রীদের দুর্ভোগ পোহাতে হচ্ছে। কয়েক কিলোমিটার এলাকাজুড়ে যানবাহনের দীর্ঘ সারি তৈরি হয়েছে। হাইওয়ে পুলিশ যান চলাচল স্বাভাবিক রাখতে কাজ করছে। সংশ্লিষ্টরা জানান, মহাসড়কের উন্নয়ন কাজ চলায় যানজট বেড়েছে। দ্রুত কাজ শেষ করার দাবি জানিয়েছেন যাত্রীরা। bbox=[1159, 1644, 1470, 1719]
separator bbox=[523, 906, 910, 907]
column-1 bbox=[42, 108, 276, 1703]
sign-entry bbox=[281, 2126, 499, 2190]
sign-name: মেষ : bbox=[81, 2005, 102, 2017]
article-byline: রাজশাহী প্রতিনিধি : bbox=[287, 1845, 376, 1858]
sign-text: আর্থিক সচ্ছলতা আসবে। সৃজনশীল কাজে প্রশংসা পাবেন। পুরনো বন্ধুর সাক্ষাৎ পাবেন। bbox=[81, 2247, 245, 2285]
article-headline: ‘একদিন মরে যাব...’ স্ট্যাটাস দেওয়ার ১৩ দিন পর তরুণের মৃত্যু bbox=[55, 107, 262, 180]
continued-label: (শেষ পাতার পর) bbox=[124, 969, 193, 982]
article-text: শেষে এক বিবৃতিতে বলা হয়েছে, অবৈধভাবে বসবাসরত বিদেশী শ্রমিকদের বৈধ হওয়ার সুযোগ দেওয়া হচ্ছে। এ কর্মসূচির আওতায় নিয়োগকর্তারা তাদের শ্রমিকদের বৈধতার জন্য আবেদন করতে পারবেন। স্বরাষ্ট্রমন্ত্রী জানান, করোনা মহামারির কারণে দেশটির বিভিন্ন খাতে শ্রমিক সংকট দেখা দিয়েছে। এ সংকট মোকাবিলায় অবৈধ শ্রমিকদের বৈধ করার উদ্যোগ নেওয়া হয়েছে। তিনি আরও বলেন, কর্মসূচির মেয়াদ শেষ হওয়ার পর অবৈধ অভিবাসীদের বিরুদ্ধে কঠোর অভিযান চালানো হবে। প্রবাসীদের এ সুযোগ কাজে লাগানোর আহ্বান জানিয়েছে বাংলাদেশ হাইকমিশন। হাইকমিশন জানিয়েছে, প্রবাসীদের প্রয়োজনীয় কাগজপত্র সংগ্রহে সহযোগিতা করা হবে। bbox=[1159, 1824, 1470, 1926]
attribute-row: আপনার গ্রহ : শনি bbox=[66, 1866, 137, 1877]
horoscope-header bbox=[44, 1711, 507, 1770]
virgo-icon: ♍ bbox=[52, 2309, 76, 2333]
horoscope-date: ২৪ ডিসেম্বর ২০২১ bbox=[202, 1784, 348, 1805]
sign-entry bbox=[281, 2307, 499, 2371]
column-4 bbox=[922, 108, 1147, 2014]
article-headline: পার্বতীপুরে আওয়ামী লীগ নেতার ইন্তেকাল bbox=[291, 1181, 507, 1230]
separator bbox=[287, 882, 511, 883]
separator bbox=[1159, 883, 1470, 884]
zodiac-sign-grid bbox=[52, 2005, 501, 2375]
article-headline: রাজশাহীতে করোনায় বৃদ্ধার মৃত্যু bbox=[311, 1792, 487, 1840]
article-text: মালয়েশিয়ায় অবস্থানরত বাংলাদেশীসহ বিদেশী অবৈধ অভিবাসীদের জন্য সুখবর দিয়েছে দেশটির সরকার। অবৈধ অভিবাসীদের বৈধ হওয়ার সুযোগ দিয়ে ‘রিক্যালিব্রেশন রিটার্ন’ কর্মসূচির মেয়াদ আগামী বছরের ৩০ জুন পর্যন্ত বাড়ানো হয়েছে। দেশটির স্বরাষ্ট্রমন্ত্রী এক বিবৃতিতে এ তথ্য জানান। তিনি বলেন, যারা অবৈধভাবে মালয়েশিয়ায় অবস্থান করছেন, তারা এ কর্মসূচির আওতায় নিজ দেশে ফিরে যেতে পারবেন। এ জন্য তাদের নির্দিষ্ট পরিমাণ জরিমানা দিতে হবে। কর্মসূচিতে অংশ নেওয়া অভিবাসীদের বিরুদ্ধে কোনো আইনি ব্যবস্থা নেওয়া হবে না। করোনা মহামারির কারণে অনেক অভিবাসী দেশে ফিরতে পারেননি। তাদের কথা বিবেচনা করেই মেয়াদ বাড়ানোর সিদ্ধান্ত নেওয়া হয়েছে। মালয়েশিয়ায় বাংলাদেশ হাইকমিশন জানিয়েছে, প্রবাসী বাংলাদেশীরা এ সুযোগ কাজে লাগাতে পারবেন। হাইকমিশনের পক্ষ থেকে প্রয়োজনীয় সহযোগিতা দেওয়া হবে। এর আগে কয়েক দফায় এ কর্মসূচির মেয়াদ বাড়ানো হয়েছিল। দেশটির অভিবাসন বিভাগ জানিয়েছে, এখন পর্যন্ত কয়েক লাখ অভিবাসী এ কর্মসূচিতে নিবন্ধন করেছেন। নিয়োগকর্তাদেরও এ বিষয়ে সহযোগিতার আহ্বান জানানো হয়েছে। bbox=[523, 216, 910, 355]
article-headline: ‘আইজিপি ব্যাজ’ পাচ্ছেন ৪০১ পুলিশ সদস্য bbox=[291, 107, 507, 155]
article-text: জানতে পেরেছেন বলে দুদক সূত্রে জানা গেছে। তিনি বলেন, অভিযোগের বিষয়ে তদন্ত চলছে। প্রাথমিকভাবে কিছু অনিয়মের প্রমাণ পাওয়া গেছে। তদন্ত শেষে প্রতিবেদন দাখিল করা হবে। সংশ্লিষ্ট সূত্র জানায়, প্রকল্পের অর্থ ব্যক্তিগত কাজে ব্যবহারের অভিযোগ উঠেছে। এ বিষয়ে মন্ত্রণালয়ের পক্ষ থেকেও একটি তদন্ত কমিটি গঠন করা হয়েছে। কমিটিকে নির্দিষ্ট সময়ের মধ্যে প্রতিবেদন দিতে বলা হয়েছে। অভিযুক্ত কর্মকর্তা অবশ্য অভিযোগ অস্বীকার করেছেন। তিনি বলেন, সব কাজ নিয়ম মেনেই করা হয়েছে। প্রকল্পের হিসাব যথাযথভাবে সংরক্ষিত আছে। কোনো অনিয়ম হয়নি। তবে দুদক বলছে, কাগজপত্র যাচাই করে প্রয়োজনীয় ব্যবস্থা নেওয়া হবে। এর আগে বিভিন্ন সময়ে এ ধরনের অভিযোগে একাধিক কর্মকর্তার বিরুদ্ধে মামলা হয়েছে। বিশেষজ্ঞরা বলছেন, সরকারি প্রকল্পে স্বচ্ছতা ও জবাবদিহি নিশ্চিত করতে হবে। না হলে জনগণের অর্থের অপচয় রোধ করা সম্ভব হবে না। দুদকের একজন কর্মকর্তা জানান, অভিযোগের সত্যতা পাওয়া গেলে মামলা করা হবে। সংশ্লিষ্ট সবাইকে জিজ্ঞাসাবাদের জন্য তলব করা হয়েছে। তদন্তের স্বার্থে বিস্তারিত তথ্য জানানো সম্ভব নয় বলে তিনি উল্লেখ করেন। এদিকে প্রকল্পের কাজও দীর্ঘদিন ধরে বন্ধ রয়েছে বলে জানা গেছে। bbox=[42, 989, 276, 1231]
separator bbox=[922, 636, 1147, 637]
article-headline: ঢাকা-টাঙ্গাইল-বঙ্গবন্ধু bbox=[1231, 1598, 1399, 1623]
ad-address: যোগাযোগ: বালুকিয়া, মগপাড়া, উখিয়া, কক্সবাজার bbox=[934, 2351, 1190, 2366]
sign-name: তুলা : bbox=[309, 2005, 334, 2017]
sign-entry bbox=[52, 2247, 270, 2311]
ad-lead: যৌন সমস্যা? স্ত্রীর সাথে বেশিক্ষণ সময় ধরে থাকতে পারেন না? bbox=[1043, 2055, 1326, 2068]
sign-text: সন্তানের কাজে প্রেরণা পাবেন। ধর্মীয় কাজে মন থাকবে। আর্থিক উন্নতি হবে। bbox=[309, 2065, 480, 2091]
article-byline: মানিকগঞ্জ প্রতিনিধি : bbox=[922, 1303, 1014, 1315]
